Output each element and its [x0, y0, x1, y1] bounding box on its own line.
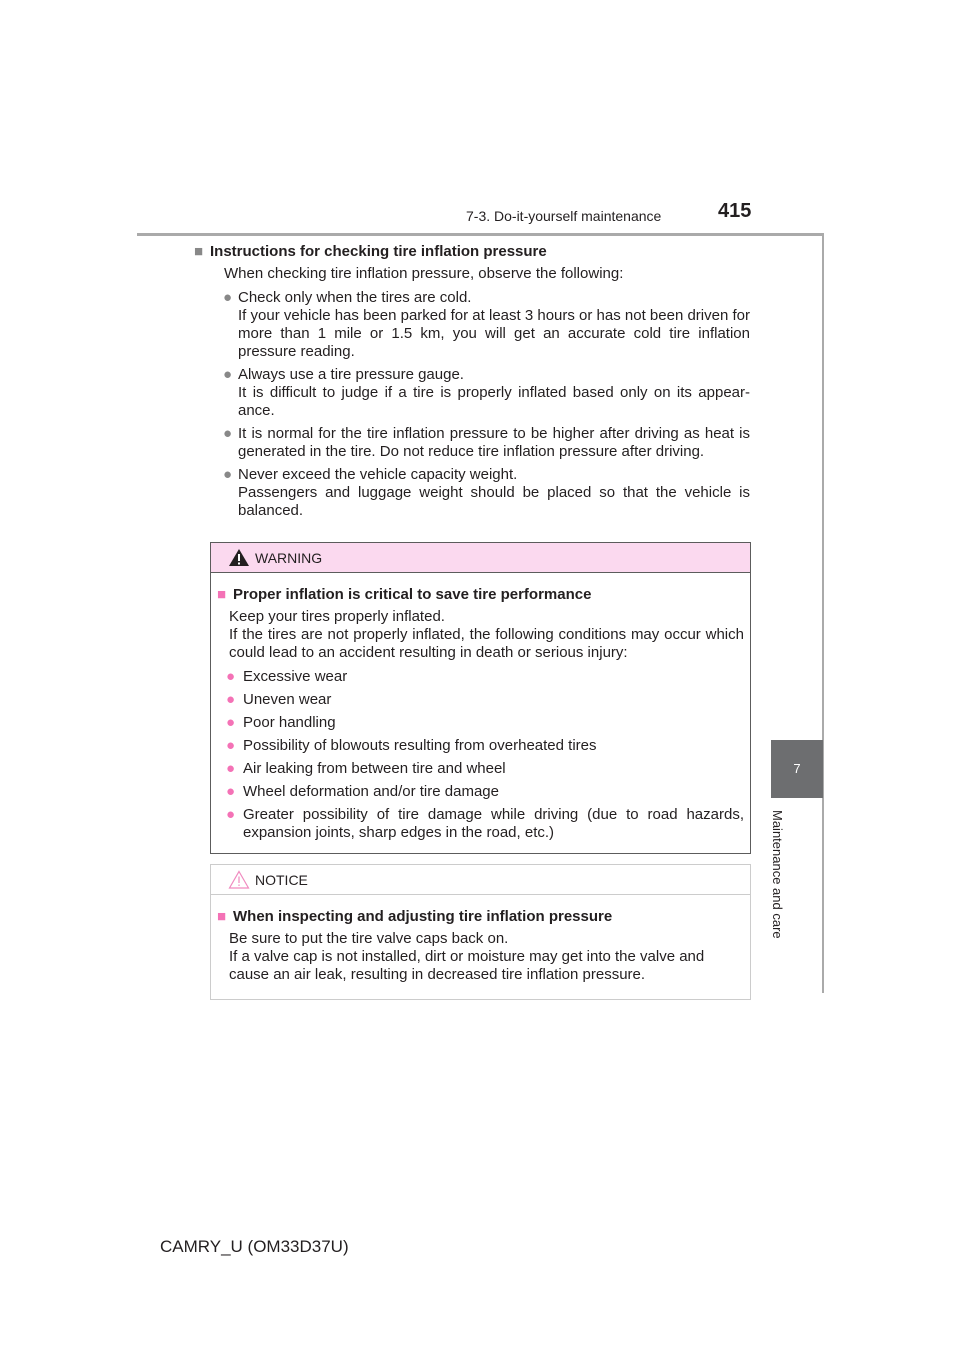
- square-bullet-icon: ■: [194, 243, 204, 260]
- list-item: ● Poor handling: [226, 714, 336, 731]
- notice-text: Be sure to put the tire valve caps back on.: [229, 930, 509, 947]
- list-item: ● Air leaking from between tire and wheel: [226, 760, 506, 777]
- section-title: ■ Instructions for checking tire inflation pressure: [194, 243, 547, 260]
- list-item: ● Wheel deformation and/or tire damage: [226, 783, 499, 800]
- dot-bullet-icon: ●: [223, 425, 233, 442]
- notice-title: ■ When inspecting and adjusting tire inflation pressure: [217, 908, 613, 925]
- warning-triangle-icon: [228, 548, 250, 567]
- dot-bullet-icon: ●: [226, 760, 236, 777]
- chapter-tab[interactable]: 7: [771, 740, 823, 798]
- notice-body: [211, 895, 750, 984]
- list-item: ● Check only when the tires are cold. If your vehicle has been parked for at least 3 hours or has not been driven for more than 1 mile or 1.5 km, you will get an accurate cold tire inflation pressure reading.: [223, 289, 750, 360]
- dot-bullet-icon: ●: [223, 289, 233, 306]
- notice-box: [210, 864, 751, 1000]
- dot-bullet-icon: ●: [226, 806, 236, 823]
- list-item: ● Always use a tire pressure gauge. It is difficult to judge if a tire is properly inflated based only on its appear-ance.: [223, 366, 750, 419]
- dot-bullet-icon: ●: [223, 466, 233, 483]
- dot-bullet-icon: ●: [226, 691, 236, 708]
- list-item: ● Never exceed the vehicle capacity weight. Passengers and luggage weight should be placed so that the vehicle is balanced.: [223, 466, 750, 519]
- list-item: ● It is normal for the tire inflation pressure to be higher after driving as heat is generated in the tire. Do not reduce tire inflation pressure after driving.: [223, 425, 750, 460]
- warning-header: [211, 543, 750, 573]
- square-bullet-icon: ■: [217, 586, 227, 603]
- chapter-label: Maintenance and care: [770, 810, 785, 939]
- warning-intro: If the tires are not properly inflated, the following conditions may occur which could lead to an accident resulting in death or serious injury:: [229, 626, 744, 661]
- square-bullet-icon: ■: [217, 908, 227, 925]
- side-tab-line: [822, 233, 824, 993]
- list-item: ● Greater possibility of tire damage while driving (due to road hazards, expansion joints, sharp edges in the road, etc.): [226, 806, 744, 841]
- header-section-title: 7-3. Do-it-yourself maintenance: [466, 208, 662, 224]
- dot-bullet-icon: ●: [223, 366, 233, 383]
- list-item: ● Possibility of blowouts resulting from overheated tires: [226, 737, 597, 754]
- list-item: ● Uneven wear: [226, 691, 332, 708]
- list-item: ● Excessive wear: [226, 668, 348, 685]
- main-content: [194, 243, 750, 525]
- dot-bullet-icon: ●: [226, 783, 236, 800]
- header-rule: [137, 233, 823, 236]
- caution-triangle-icon: [228, 870, 250, 889]
- footer-code: CAMRY_U (OM33D37U): [160, 1237, 349, 1256]
- dot-bullet-icon: ●: [226, 737, 236, 754]
- notice-text: If a valve cap is not installed, dirt or moisture may get into the valve and cause an air leak, resulting in decreased tire inflation pressure.: [229, 948, 705, 983]
- warning-label: WARNING: [255, 550, 323, 566]
- page-number: 415: [718, 200, 752, 222]
- warning-box: [210, 542, 751, 854]
- dot-bullet-icon: ●: [226, 668, 236, 685]
- notice-header: [211, 865, 750, 895]
- dot-bullet-icon: ●: [226, 714, 236, 731]
- notice-label: NOTICE: [255, 872, 308, 888]
- section-intro: When checking tire inflation pressure, observe the following:: [224, 265, 624, 282]
- warning-body: [211, 573, 750, 842]
- warning-title: ■ Proper inflation is critical to save tire performance: [217, 586, 592, 603]
- warning-intro: Keep your tires properly inflated.: [229, 608, 445, 625]
